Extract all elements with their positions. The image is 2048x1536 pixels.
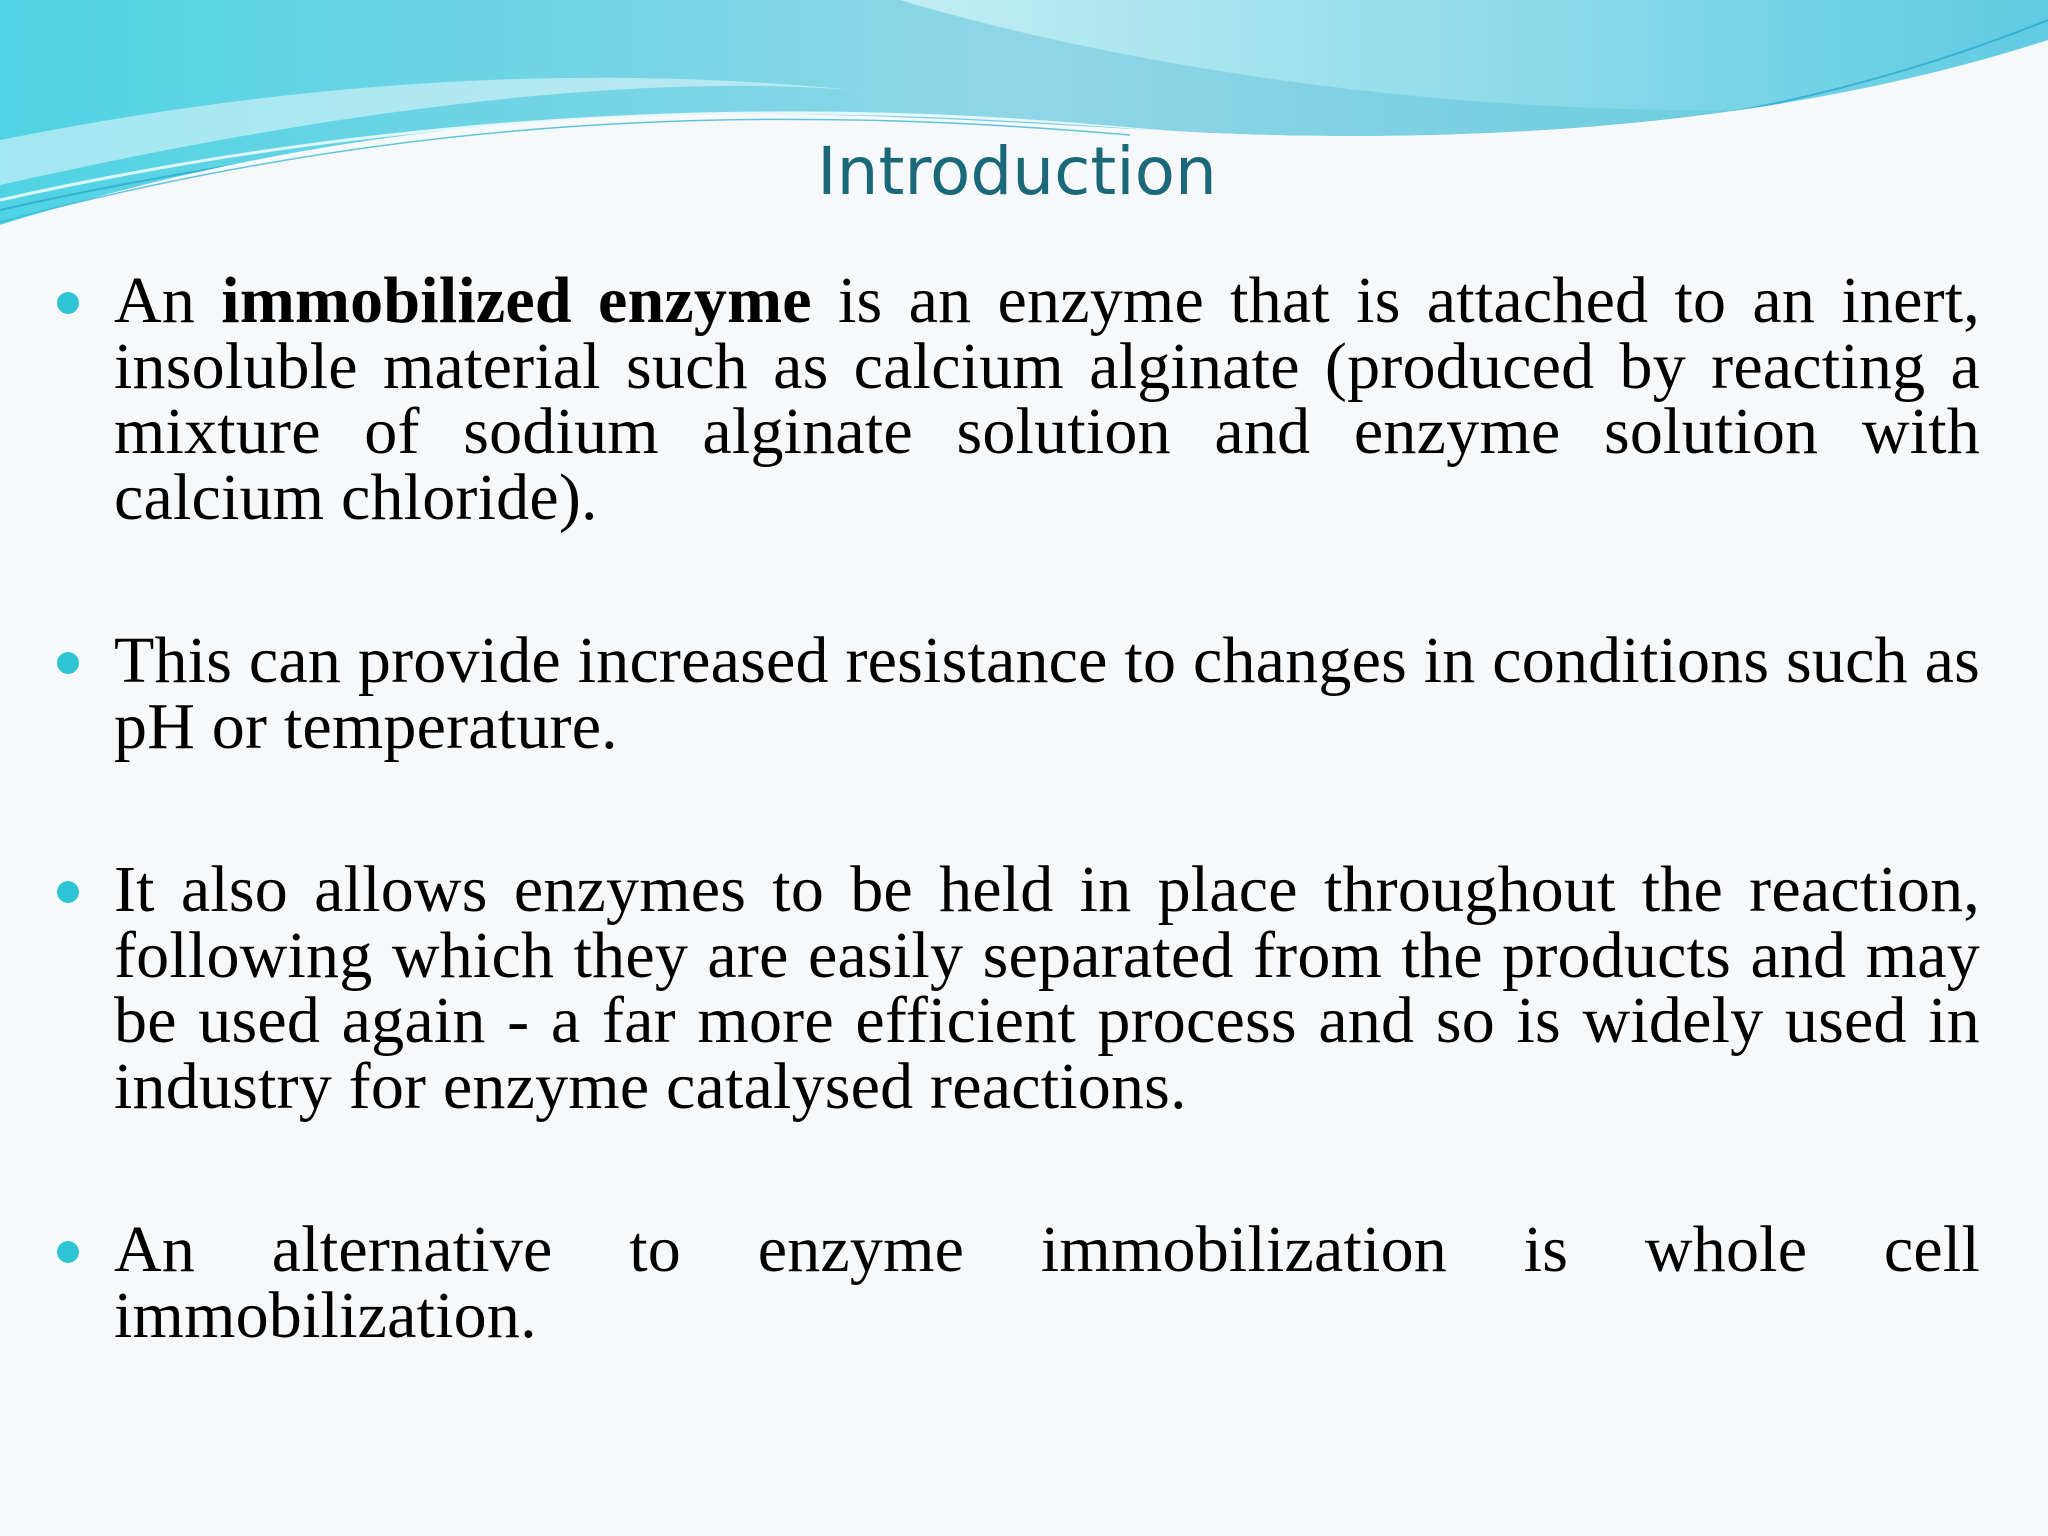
bullet-3-text: It also allows enzymes to be held in place throughout the reaction, following which they are easily separated from the products and may be used again - a far more efficient process and so is widely used in industry for enzyme catalysed reactions. <box>114 853 1980 1123</box>
bullet-1-text: is an enzyme that is attached to an inert, insoluble material such as calcium alginate (produced by reacting a mixture of sodium alginate solution and enzyme solution with calcium chloride). <box>114 264 1980 534</box>
bullet-dot-icon <box>57 1241 79 1263</box>
bullet-2-text: This can provide increased resistance to changes in conditions such as pH or temperature. <box>114 624 1980 763</box>
bullet-dot-icon <box>57 292 79 314</box>
bullet-item-4 <box>114 1213 1980 1352</box>
bullet-1-bold-term: immobilized enzyme <box>221 264 812 337</box>
bullet-item-1 <box>114 264 1980 534</box>
bullet-dot-icon <box>57 652 79 674</box>
bullet-4-text: An alternative to enzyme immobilization is whole cell immobilization. <box>114 1213 1980 1352</box>
bullet-item-3 <box>114 853 1980 1123</box>
bullet-1-prefix: An <box>114 264 222 337</box>
bullet-dot-icon <box>57 881 79 903</box>
bullet-item-2 <box>114 624 1980 763</box>
slide-title: Introduction <box>817 133 1217 210</box>
bullet-list <box>114 264 1980 1352</box>
